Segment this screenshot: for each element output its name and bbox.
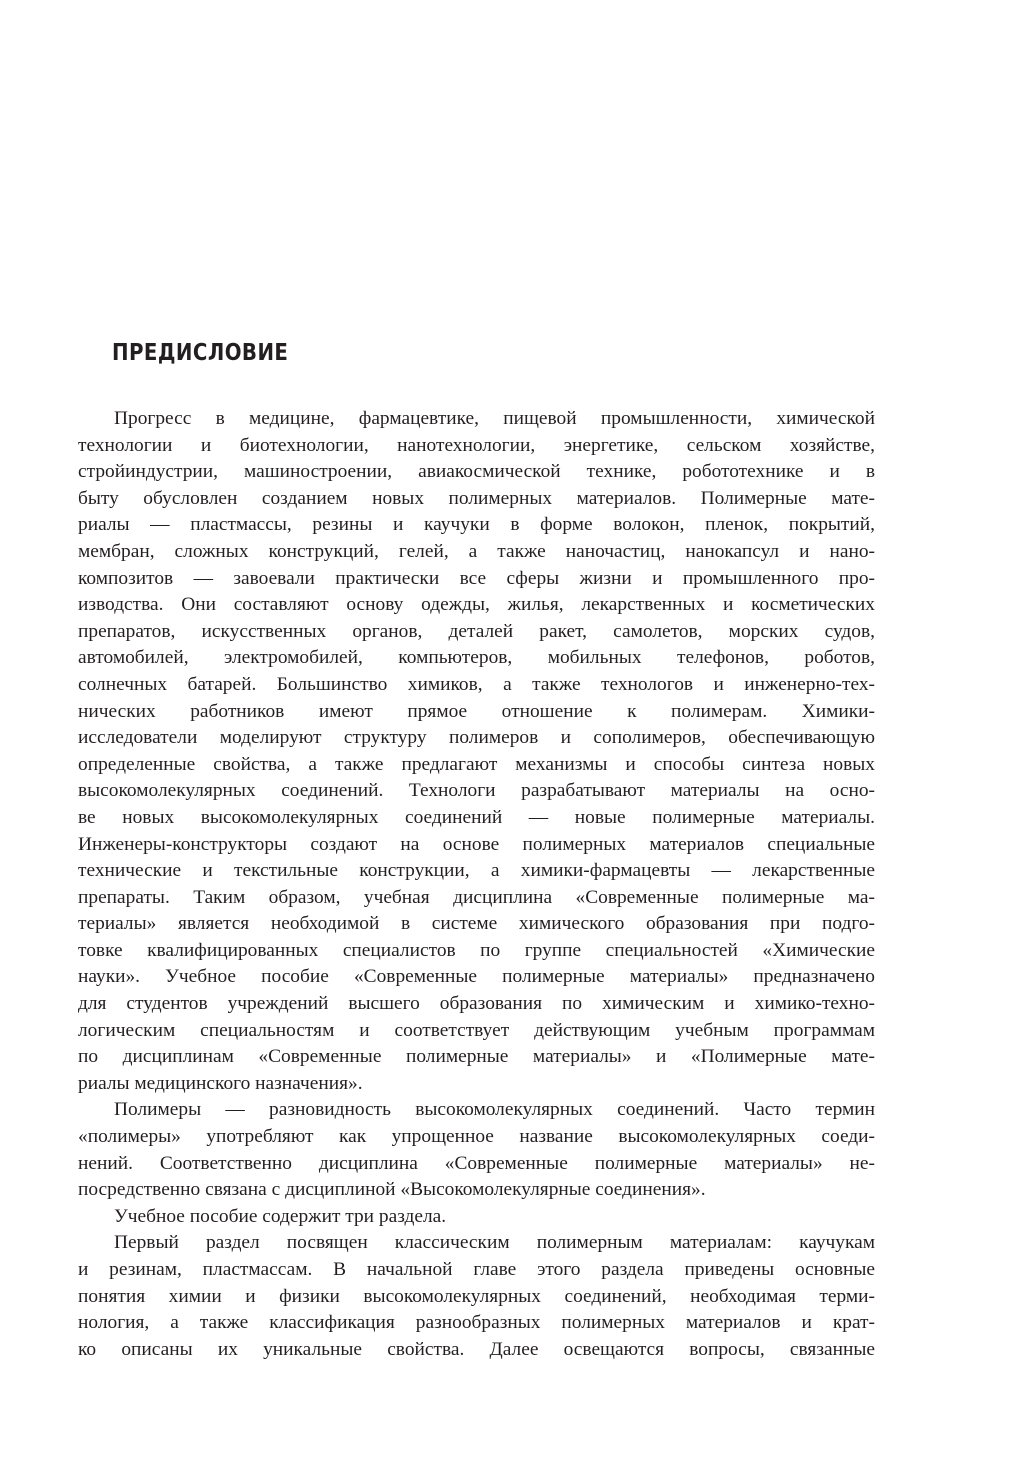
paragraph: [78, 406, 875, 1097]
text-line: нений. Соответственно дисциплина «Современные полимерные материалы» не-: [78, 1152, 875, 1174]
text-line: технические и текстильные конструкции, а химики-фармацевты — лекарственные: [78, 860, 875, 882]
text-line: композитов — завоевали практически все сферы жизни и промышленного про-: [78, 567, 875, 589]
text-line: технологии и биотехнологии, нанотехнологии, энергетике, сельском хозяйстве,: [78, 434, 875, 456]
text-line: мембран, сложных конструкций, гелей, а также наночастиц, нанокапсул и нано-: [78, 540, 875, 562]
text-line: быту обусловлен созданием новых полимерных материалов. Полимерные мате-: [78, 487, 875, 509]
text-line: ко описаны их уникальные свойства. Далее освещаются вопросы, связанные: [78, 1338, 875, 1360]
text-line: высокомолекулярных соединений. Технологи разрабатывают материалы на осно-: [78, 780, 875, 802]
text-line: препаратов, искусственных органов, деталей ракет, самолетов, морских судов,: [78, 620, 875, 642]
text-line: «полимеры» употребляют как упрощенное название высокомолекулярных соеди-: [78, 1126, 875, 1148]
text-line: стройиндустрии, машиностроении, авиакосмической технике, робототехнике и в: [78, 461, 875, 483]
text-line: посредственно связана с дисциплиной «Высокомолекулярные соединения».: [78, 1179, 706, 1201]
text-line: науки». Учебное пособие «Современные полимерные материалы» предназначено: [78, 966, 875, 988]
text-line: определенные свойства, а также предлагают механизмы и способы синтеза новых: [78, 753, 875, 775]
text-line: товке квалифицированных специалистов по группе специальностей «Химические: [78, 939, 875, 961]
text-line: териалы» является необходимой в системе химического образования при подго-: [78, 913, 875, 935]
text-line: ве новых высокомолекулярных соединений — новые полимерные материалы.: [78, 806, 875, 828]
text-line: риалы медицинского назначения».: [78, 1072, 363, 1094]
text-line: и резинам, пластмассам. В начальной главе этого раздела приведены основные: [78, 1259, 875, 1280]
text-line: Инженеры-конструкторы создают на основе полимерных материалов специальные: [78, 833, 875, 855]
text-line: по дисциплинам «Современные полимерные материалы» и «Полимерные мате-: [78, 1046, 875, 1068]
text-line: Первый раздел посвящен классическим полимерным материалам: каучукам: [114, 1232, 875, 1254]
paragraph: [78, 1204, 875, 1231]
text-line: автомобилей, электромобилей, компьютеров, мобильных телефонов, роботов,: [78, 647, 875, 669]
text-line: нология, а также классификация разнообразных полимерных материалов и крат-: [78, 1312, 875, 1334]
text-line: изводства. Они составляют основу одежды, жилья, лекарственных и косметических: [78, 594, 875, 616]
page: [78, 0, 875, 1477]
text-line: Учебное пособие содержит три раздела.: [114, 1205, 447, 1227]
text-line: препараты. Таким образом, учебная дисциплина «Современные полимерные ма-: [78, 886, 875, 908]
text-line: для студентов учреждений высшего образования по химическим и химико-техно-: [78, 993, 875, 1015]
text-line: понятия химии и физики высокомолекулярных соединений, необходимая терми-: [78, 1285, 875, 1307]
text-line: нических работников имеют прямое отношение к полимерам. Химики-: [78, 700, 875, 722]
text-line: исследователи моделируют структуру полимеров и сополимеров, обеспечивающую: [78, 727, 875, 749]
text-line: логическим специальностям и соответствует действующим учебным программам: [78, 1019, 875, 1041]
body-text: [78, 406, 875, 1363]
text-line: Прогресс в медицине, фармацевтике, пищевой промышленности, химической: [114, 408, 875, 429]
paragraph: [78, 1097, 875, 1203]
text-line: Полимеры — разновидность высокомолекулярных соединений. Часто термин: [114, 1099, 875, 1121]
page-title: ПРЕДИСЛОВИЕ: [112, 340, 289, 366]
paragraph: [78, 1230, 875, 1363]
text-line: риалы — пластмассы, резины и каучуки в форме волокон, пленок, покрытий,: [78, 514, 875, 536]
text-line: солнечных батарей. Большинство химиков, а также технологов и инженерно-тех-: [78, 673, 875, 695]
